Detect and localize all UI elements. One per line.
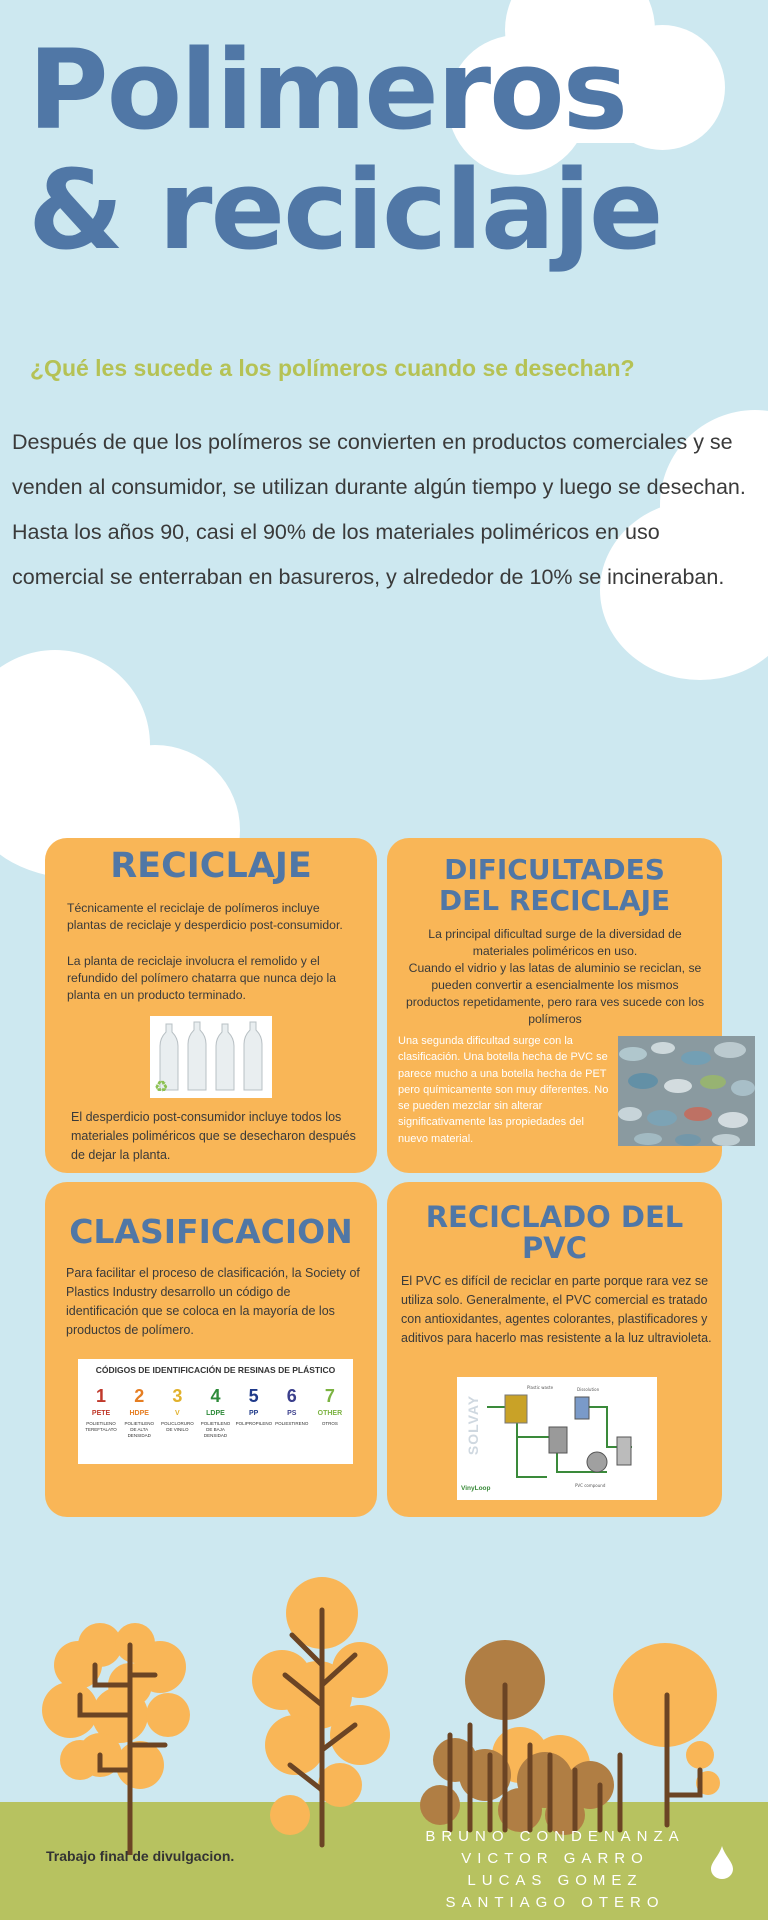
- recycle-triangle-icon: [236, 1379, 272, 1410]
- dificultades-title-line-2: DEL RECICLAJE: [438, 884, 671, 917]
- card-reciclaje: [45, 838, 377, 1173]
- plastic-waste-photo: [618, 1036, 755, 1146]
- recycle-triangle-icon: [159, 1379, 195, 1410]
- card-reciclaje-title: RECICLAJE: [110, 846, 312, 886]
- page-title: [28, 26, 662, 274]
- resin-code-6: [274, 1379, 310, 1439]
- dificultades-title-line-1: DIFICULTADES: [444, 853, 665, 886]
- resin-code-label: HDPE: [129, 1410, 149, 1417]
- resin-code-label: LDPE: [206, 1410, 225, 1417]
- card-pvc: [387, 1182, 722, 1517]
- resin-codes-image: [78, 1359, 353, 1464]
- resin-code-desc: POLIETILENO TEREFTALATO: [85, 1421, 117, 1432]
- resin-code-number: 5: [248, 1386, 259, 1406]
- title-line-2: & reciclaje: [28, 146, 662, 274]
- card-pvc-title: [387, 1202, 722, 1264]
- svg-text:PVC compound: PVC compound: [575, 1483, 606, 1488]
- resin-code-4: [197, 1379, 233, 1439]
- resin-code-number: 3: [172, 1386, 183, 1406]
- resin-code-1: [83, 1379, 119, 1439]
- resin-code-3: [159, 1379, 195, 1439]
- resin-codes-title: CÓDIGOS DE IDENTIFICACIÓN DE RESINAS DE PLÁSTICO: [95, 1365, 336, 1375]
- recycle-triangle-icon: [312, 1379, 348, 1410]
- bottles-photo: [150, 1016, 272, 1098]
- resin-code-number: 4: [210, 1386, 221, 1406]
- resin-code-desc: POLIESTIRENO: [275, 1421, 309, 1426]
- trees-illustration: [0, 1555, 768, 1855]
- resin-code-number: 7: [324, 1386, 335, 1406]
- resin-code-desc: POLIETILENO DE ALTA DENSIDAD: [124, 1421, 154, 1438]
- credits: [410, 1826, 700, 1914]
- title-line-1: Polimeros: [28, 26, 627, 154]
- resin-code-2: [121, 1379, 157, 1439]
- resin-code-label: V: [175, 1410, 180, 1417]
- svg-text:Dissolution: Dissolution: [577, 1387, 600, 1392]
- resin-code-label: PS: [287, 1410, 297, 1417]
- credit-name-4: SANTIAGO OTERO: [445, 1894, 665, 1911]
- reciclaje-paragraph-2: La planta de reciclaje involucra el remolido y el refundido del polímero chatarra que nunca dejo la planta en un producto terminado.: [67, 954, 336, 1002]
- recycle-triangle-icon: [197, 1379, 233, 1410]
- resin-code-desc: POLICLORURO DE VINILO: [160, 1421, 194, 1432]
- intro-text: [12, 420, 757, 600]
- recycle-triangle-icon: [274, 1379, 310, 1410]
- resin-code-desc: POLIPROPILENO: [235, 1421, 273, 1426]
- resin-code-number: 1: [96, 1386, 107, 1406]
- recycle-triangle-icon: [83, 1379, 119, 1410]
- credit-name-1: BRUNO CONDENANZA: [425, 1828, 685, 1845]
- water-drop-icon: [709, 1844, 735, 1880]
- dificultades-paragraph-1: La principal dificultad surge de la diversidad de materiales poliméricos en uso.: [428, 927, 682, 958]
- pvc-title-line-2: PVC: [522, 1231, 587, 1265]
- dificultades-paragraph-2: Cuando el vidrio y las latas de aluminio se reciclan, se pueden convertir a esencialmente los mismos productos repetidamente, pero rara ves sucede con los polímeros: [405, 961, 705, 1026]
- clasificacion-paragraph-1: Para facilitar el proceso de clasificación, la Society of Plastics Industry desarrollo un código de identificación que se coloca en la mayoría de los productos de polímero.: [66, 1266, 360, 1337]
- pvc-title-line-1: RECICLADO DEL: [425, 1200, 684, 1234]
- resin-code-label: OTHER: [317, 1410, 343, 1417]
- card-clasificacion: [45, 1182, 377, 1517]
- resin-code-desc: POLIETILENO DE BAJA DENSIDAD: [200, 1421, 231, 1438]
- reciclaje-paragraph-3: El desperdicio post-consumidor incluye todos los materiales poliméricos que se desecharon después de dejar la planta.: [71, 1110, 356, 1162]
- solvay-brand-text: SOLVAY: [465, 1394, 482, 1456]
- resin-code-label: PETE: [91, 1410, 111, 1417]
- resin-code-label: PP: [248, 1410, 259, 1417]
- dificultades-paragraph-3: Una segunda dificultad surge con la clasificación. Una botella hecha de PVC se parece mucho a una botella hecha de PET pero químicamente son muy diferentes. No se pueden mezclar sin alterar significativamente las propiedades del nuevo material.: [398, 1035, 609, 1145]
- intro-paragraph-1: Después de que los polímeros se convierten en productos comerciales y se venden al consumidor, se utilizan durante algún tiempo y luego se desechan.: [12, 430, 746, 499]
- credit-name-2: VICTOR GARRO: [461, 1850, 649, 1867]
- reciclaje-paragraph-1: Técnicamente el reciclaje de polímeros incluye plantas de reciclaje y desperdicio post-consumidor.: [67, 901, 343, 932]
- pvc-paragraph-1: El PVC es difícil de reciclar en parte porque rara vez se utiliza solo. Generalmente, el PVC comercial es tratado con antioxidantes, agentes colorantes, plastificadores y aditivos para hacerlo mas resistente a la luz ultravioleta.: [401, 1274, 712, 1345]
- svg-text:♻: ♻: [154, 1077, 169, 1096]
- question-heading: ¿Qué les sucede a los polímeros cuando se desechan?: [30, 355, 635, 381]
- resin-code-desc: OTROS: [321, 1421, 338, 1426]
- pvc-process-diagram: [457, 1377, 657, 1500]
- card-dificultades-title: [387, 854, 722, 916]
- card-clasificacion-title: CLASIFICACION: [69, 1212, 353, 1251]
- resin-code-number: 6: [286, 1386, 297, 1406]
- resin-code-5: [236, 1379, 272, 1439]
- footer-note: Trabajo final de divulgacion.: [46, 1848, 235, 1864]
- svg-text:Plastic waste: Plastic waste: [527, 1385, 554, 1390]
- credit-name-3: LUCAS GOMEZ: [467, 1872, 643, 1889]
- recycle-triangle-icon: [121, 1379, 157, 1410]
- resin-codes-list: [78, 1379, 353, 1439]
- intro-paragraph-2: Hasta los años 90, casi el 90% de los materiales poliméricos en uso comercial se enterraban en basureros, y alrededor de 10% se incineraban.: [12, 520, 725, 589]
- resin-code-7: [312, 1379, 348, 1439]
- vinyloop-logo-text: VinyLoop: [461, 1485, 491, 1492]
- resin-code-number: 2: [134, 1386, 145, 1406]
